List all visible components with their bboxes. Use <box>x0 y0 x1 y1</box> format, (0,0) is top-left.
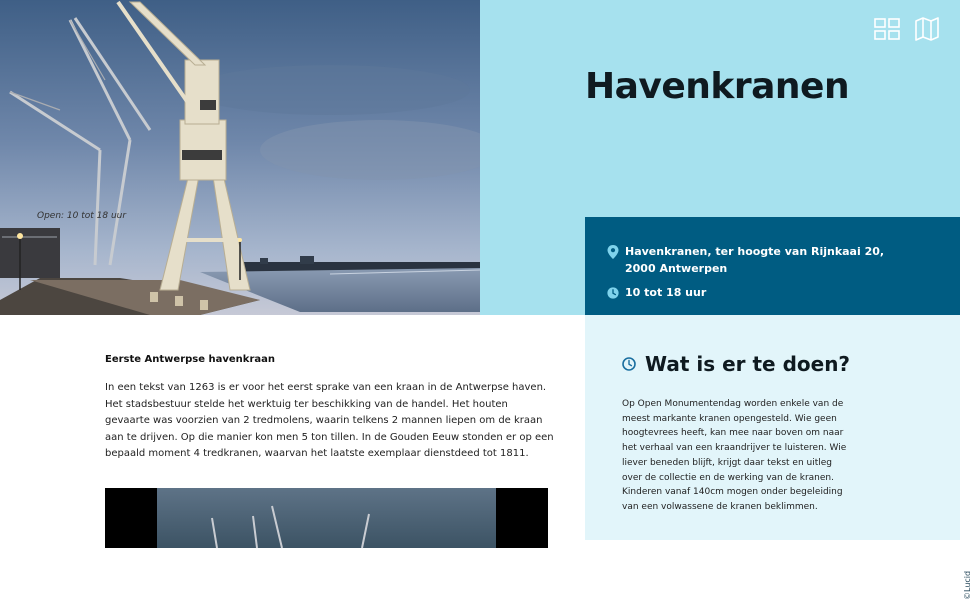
address-line-1: Havenkranen, ter hoogte van Rijnkaai 20, <box>625 245 885 258</box>
clock-icon <box>607 287 619 299</box>
photo-credit: ©Lucid <box>963 570 972 600</box>
location-pin-icon <box>607 245 619 259</box>
info-box <box>585 217 960 315</box>
video-frame <box>157 488 496 548</box>
activities-body: Op Open Monumentendag worden enkele van de meest markante kranen opengesteld. Wie geen hoogtevrees heeft, kan mee naar boven om naar het verhaal van een kraandrijver te luisteren. Wie liever beneden blijft, krijgt daar tekst en uitleg over de collectie en de werking van de kranen. Kinderen vanaf 140cm mogen onder begeleiding van een volwassene de kranen beklimmen. <box>622 399 847 512</box>
opening-hours: Open: 10 tot 18 uur <box>37 211 127 221</box>
hero-image <box>0 0 480 315</box>
page-title: Havenkranen <box>585 66 850 107</box>
hours-text: 10 tot 18 uur <box>625 286 707 299</box>
address-line-2: 2000 Antwerpen <box>625 262 728 275</box>
article <box>105 352 555 463</box>
video-thumbnail-illustration <box>157 488 496 548</box>
article-body: In een tekst van 1263 is er voor het eerst sprake van een kraan in de Antwerpse haven. Het stadsbestuur stelde het werktuig ter beschikking van de handel. Het houten gevaarte was voorzien van 2 tredmolens, waarin telkens 2 mannen liepen om de kraan aan te drijven. Op die manier kon men 5 ton tillen. In de Gouden Eeuw stonden er op een bepaald moment 4 tredkranen, waarvan het laatste exemplaar dienstdeed tot 1811. <box>105 382 554 459</box>
activities-heading: Wat is er te doen? <box>645 352 851 376</box>
clock-outline-icon <box>622 357 636 371</box>
video-preview[interactable] <box>105 488 548 548</box>
view-toggle-group <box>874 17 940 41</box>
hero-photo-illustration <box>0 0 480 315</box>
article-heading: Eerste Antwerpse havenkraan <box>105 354 275 365</box>
activities-heading-row <box>622 352 850 376</box>
map-icon[interactable] <box>914 17 940 41</box>
address-text[interactable] <box>625 243 884 277</box>
grid-view-icon[interactable] <box>874 17 900 41</box>
activities-sidebar <box>585 315 960 540</box>
hours-row <box>607 284 706 301</box>
address-row <box>607 243 884 277</box>
